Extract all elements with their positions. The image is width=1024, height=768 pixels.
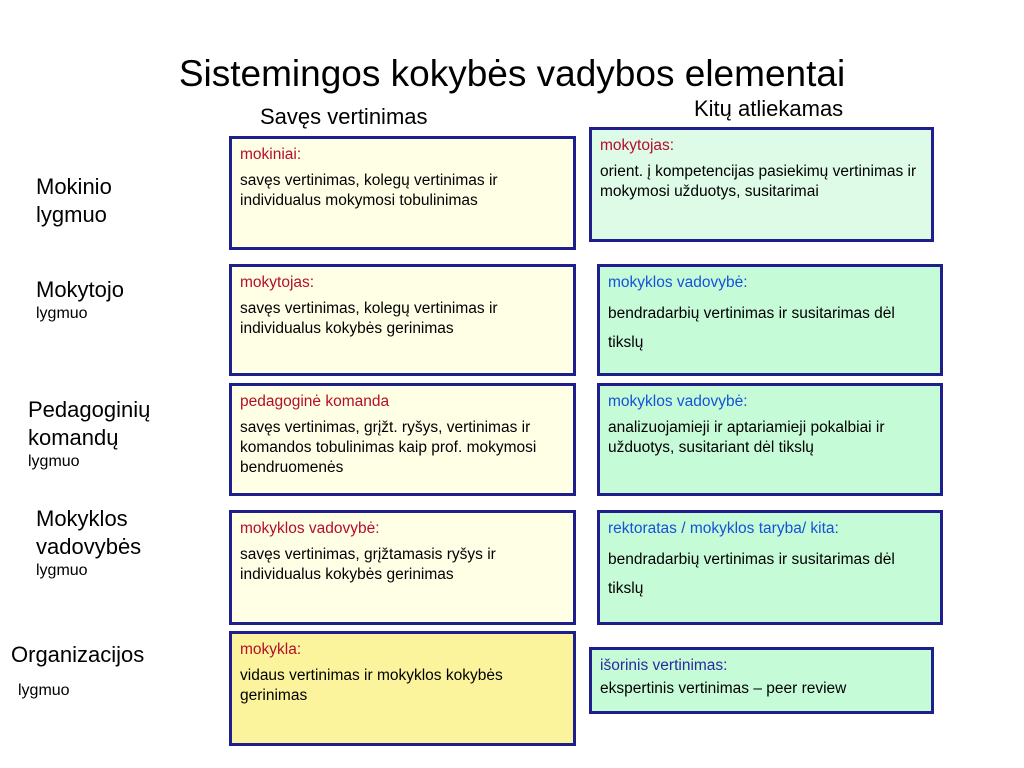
- box-pedagoginiu-other: [597, 383, 943, 496]
- box-text: bendradarbių vertinimas ir susitarimas dėl tikslų: [608, 551, 895, 597]
- box-text: savęs vertinimas, kolegų vertinimas ir individualus mokymosi tobulinimas: [240, 172, 498, 209]
- box-heading: pedagoginė komanda: [240, 393, 390, 410]
- box-mokytojo-other: [597, 264, 943, 376]
- row-label-main: Organizacijos: [11, 642, 145, 667]
- column-header-other: Kitų atliekamas: [694, 96, 844, 121]
- row-label-main: Mokyklos vadovybės: [36, 506, 142, 559]
- box-heading: mokyklos vadovybė:: [240, 520, 380, 537]
- box-heading: mokyklos vadovybė:: [608, 274, 748, 291]
- box-heading: rektoratas / mokyklos taryba/ kita:: [608, 520, 839, 537]
- row-label-main: Pedagoginių komandų: [28, 397, 151, 450]
- box-text: savęs vertinimas, grįžtamasis ryšys ir individualus kokybės gerinimas: [240, 546, 496, 583]
- box-heading: mokyklos vadovybė:: [608, 393, 748, 410]
- box-heading: išorinis vertinimas:: [600, 657, 728, 674]
- box-organizacijos-other: [589, 647, 934, 714]
- row-label-sub: lygmuo: [36, 562, 88, 579]
- box-heading: mokiniai:: [240, 146, 302, 163]
- row-label-sub: lygmuo: [18, 682, 70, 699]
- page-title: Sistemingos kokybės vadybos elementai: [178, 53, 846, 94]
- row-label-organizacijos: [11, 641, 201, 701]
- box-text: orient. į kompetencijas pasiekimų vertinimas ir mokymosi užduotys, susitarimai: [600, 163, 917, 200]
- box-heading: mokytojas:: [240, 274, 315, 291]
- row-label-sub: lygmuo: [28, 453, 80, 470]
- box-text: ekspertinis vertinimas – peer review: [600, 680, 847, 697]
- row-label-mokinio: [36, 173, 166, 229]
- row-label-main: Mokinio lygmuo: [36, 174, 112, 227]
- box-mokytojo-self: [229, 264, 576, 376]
- box-heading: mokykla:: [240, 641, 302, 658]
- box-mokinio-self: [229, 136, 576, 250]
- box-text: analizuojamieji ir aptariamieji pokalbiai ir užduotys, susitariant dėl tikslų: [608, 419, 885, 456]
- row-label-pedagoginiu: [28, 396, 218, 472]
- box-text: savęs vertinimas, grįžt. ryšys, vertinimas ir komandos tobulinimas kaip prof. mokymosi bendruomenės: [240, 419, 537, 476]
- box-mokyklos-other: [597, 510, 943, 625]
- box-pedagoginiu-self: [229, 383, 576, 496]
- box-text: savęs vertinimas, kolegų vertinimas ir individualus kokybės gerinimas: [240, 300, 498, 337]
- row-label-sub: lygmuo: [36, 305, 88, 322]
- box-text: vidaus vertinimas ir mokyklos kokybės gerinimas: [240, 667, 503, 704]
- row-label-main: Mokytojo: [36, 277, 125, 302]
- row-label-mokyklos: [36, 505, 216, 581]
- box-mokinio-other: [589, 127, 934, 242]
- box-organizacijos-self: [229, 631, 576, 746]
- box-mokyklos-self: [229, 510, 576, 625]
- box-heading: mokytojas:: [600, 137, 675, 154]
- box-text: bendradarbių vertinimas ir susitarimas dėl tikslų: [608, 305, 895, 351]
- row-label-mokytojo: [36, 276, 186, 324]
- column-header-self: Savęs vertinimas: [260, 104, 428, 129]
